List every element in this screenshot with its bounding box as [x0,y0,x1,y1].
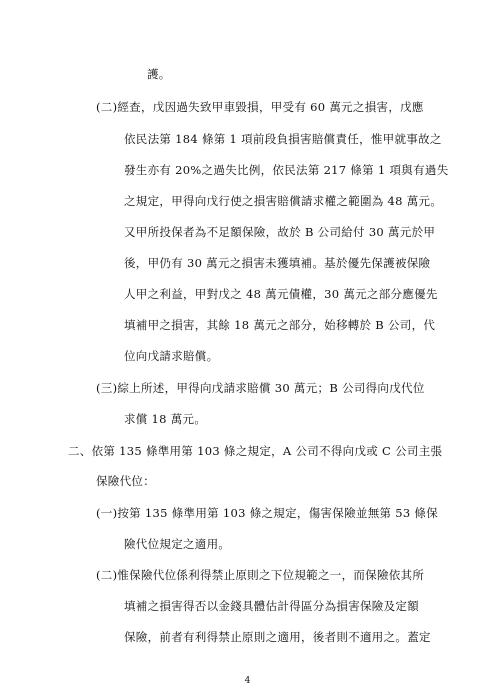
text-line: 護。 [147,67,171,81]
text-line: 求償 18 萬元。 [124,412,207,426]
text-line: (二)惟保險代位係利得禁止原則之下位規範之一，而保險依其所 [96,568,425,582]
text-line: 保險代位： [96,474,155,488]
page-number: 4 [244,676,251,686]
text-line: 又甲所投保者為不足額保險，故於 B 公司給付 30 萬元於甲 [124,225,436,239]
text-line: (二)經查，戊因過失致甲車毀損，甲受有 60 萬元之損害，戊應 [96,100,424,114]
text-line: (一)按第 135 條準用第 103 條之規定，傷害保險並無第 53 條保 [96,506,439,520]
text-line: 保險，前者有利得禁止原則之適用，後者則不適用之。蓋定 [124,630,431,644]
text-line: 填補之損害得否以金錢具體估計得區分為損害保險及定額 [124,599,419,613]
text-line: 填補甲之損害，其餘 18 萬元之部分，始移轉於 B 公司，代 [124,318,436,332]
text-line: 依民法第 184 條第 1 項前段負損害賠償責任，惟甲就事故之 [124,132,442,146]
text-line: 之規定，甲得向戊行使之損害賠償請求權之範圍為 48 萬元。 [124,194,443,208]
text-line: 後，甲仍有 30 萬元之損害未獲填補。基於優先保護被保險 [124,256,431,270]
text-line: 二、依第 135 條準用第 103 條之規定，A 公司不得向戊或 C 公司主張 [68,444,443,458]
text-line: (三)綜上所述，甲得向戊請求賠償 30 萬元；B 公司得向戊代位 [96,381,425,395]
text-line: 人甲之利益，甲對戊之 48 萬元債權，30 萬元之部分應優先 [124,287,438,301]
text-line: 發生亦有 20%之過失比例，依民法第 217 條第 1 項與有過失 [124,163,449,177]
text-line: 險代位規定之適用。 [124,537,231,551]
text-line: 位向戊請求賠償。 [124,349,219,363]
